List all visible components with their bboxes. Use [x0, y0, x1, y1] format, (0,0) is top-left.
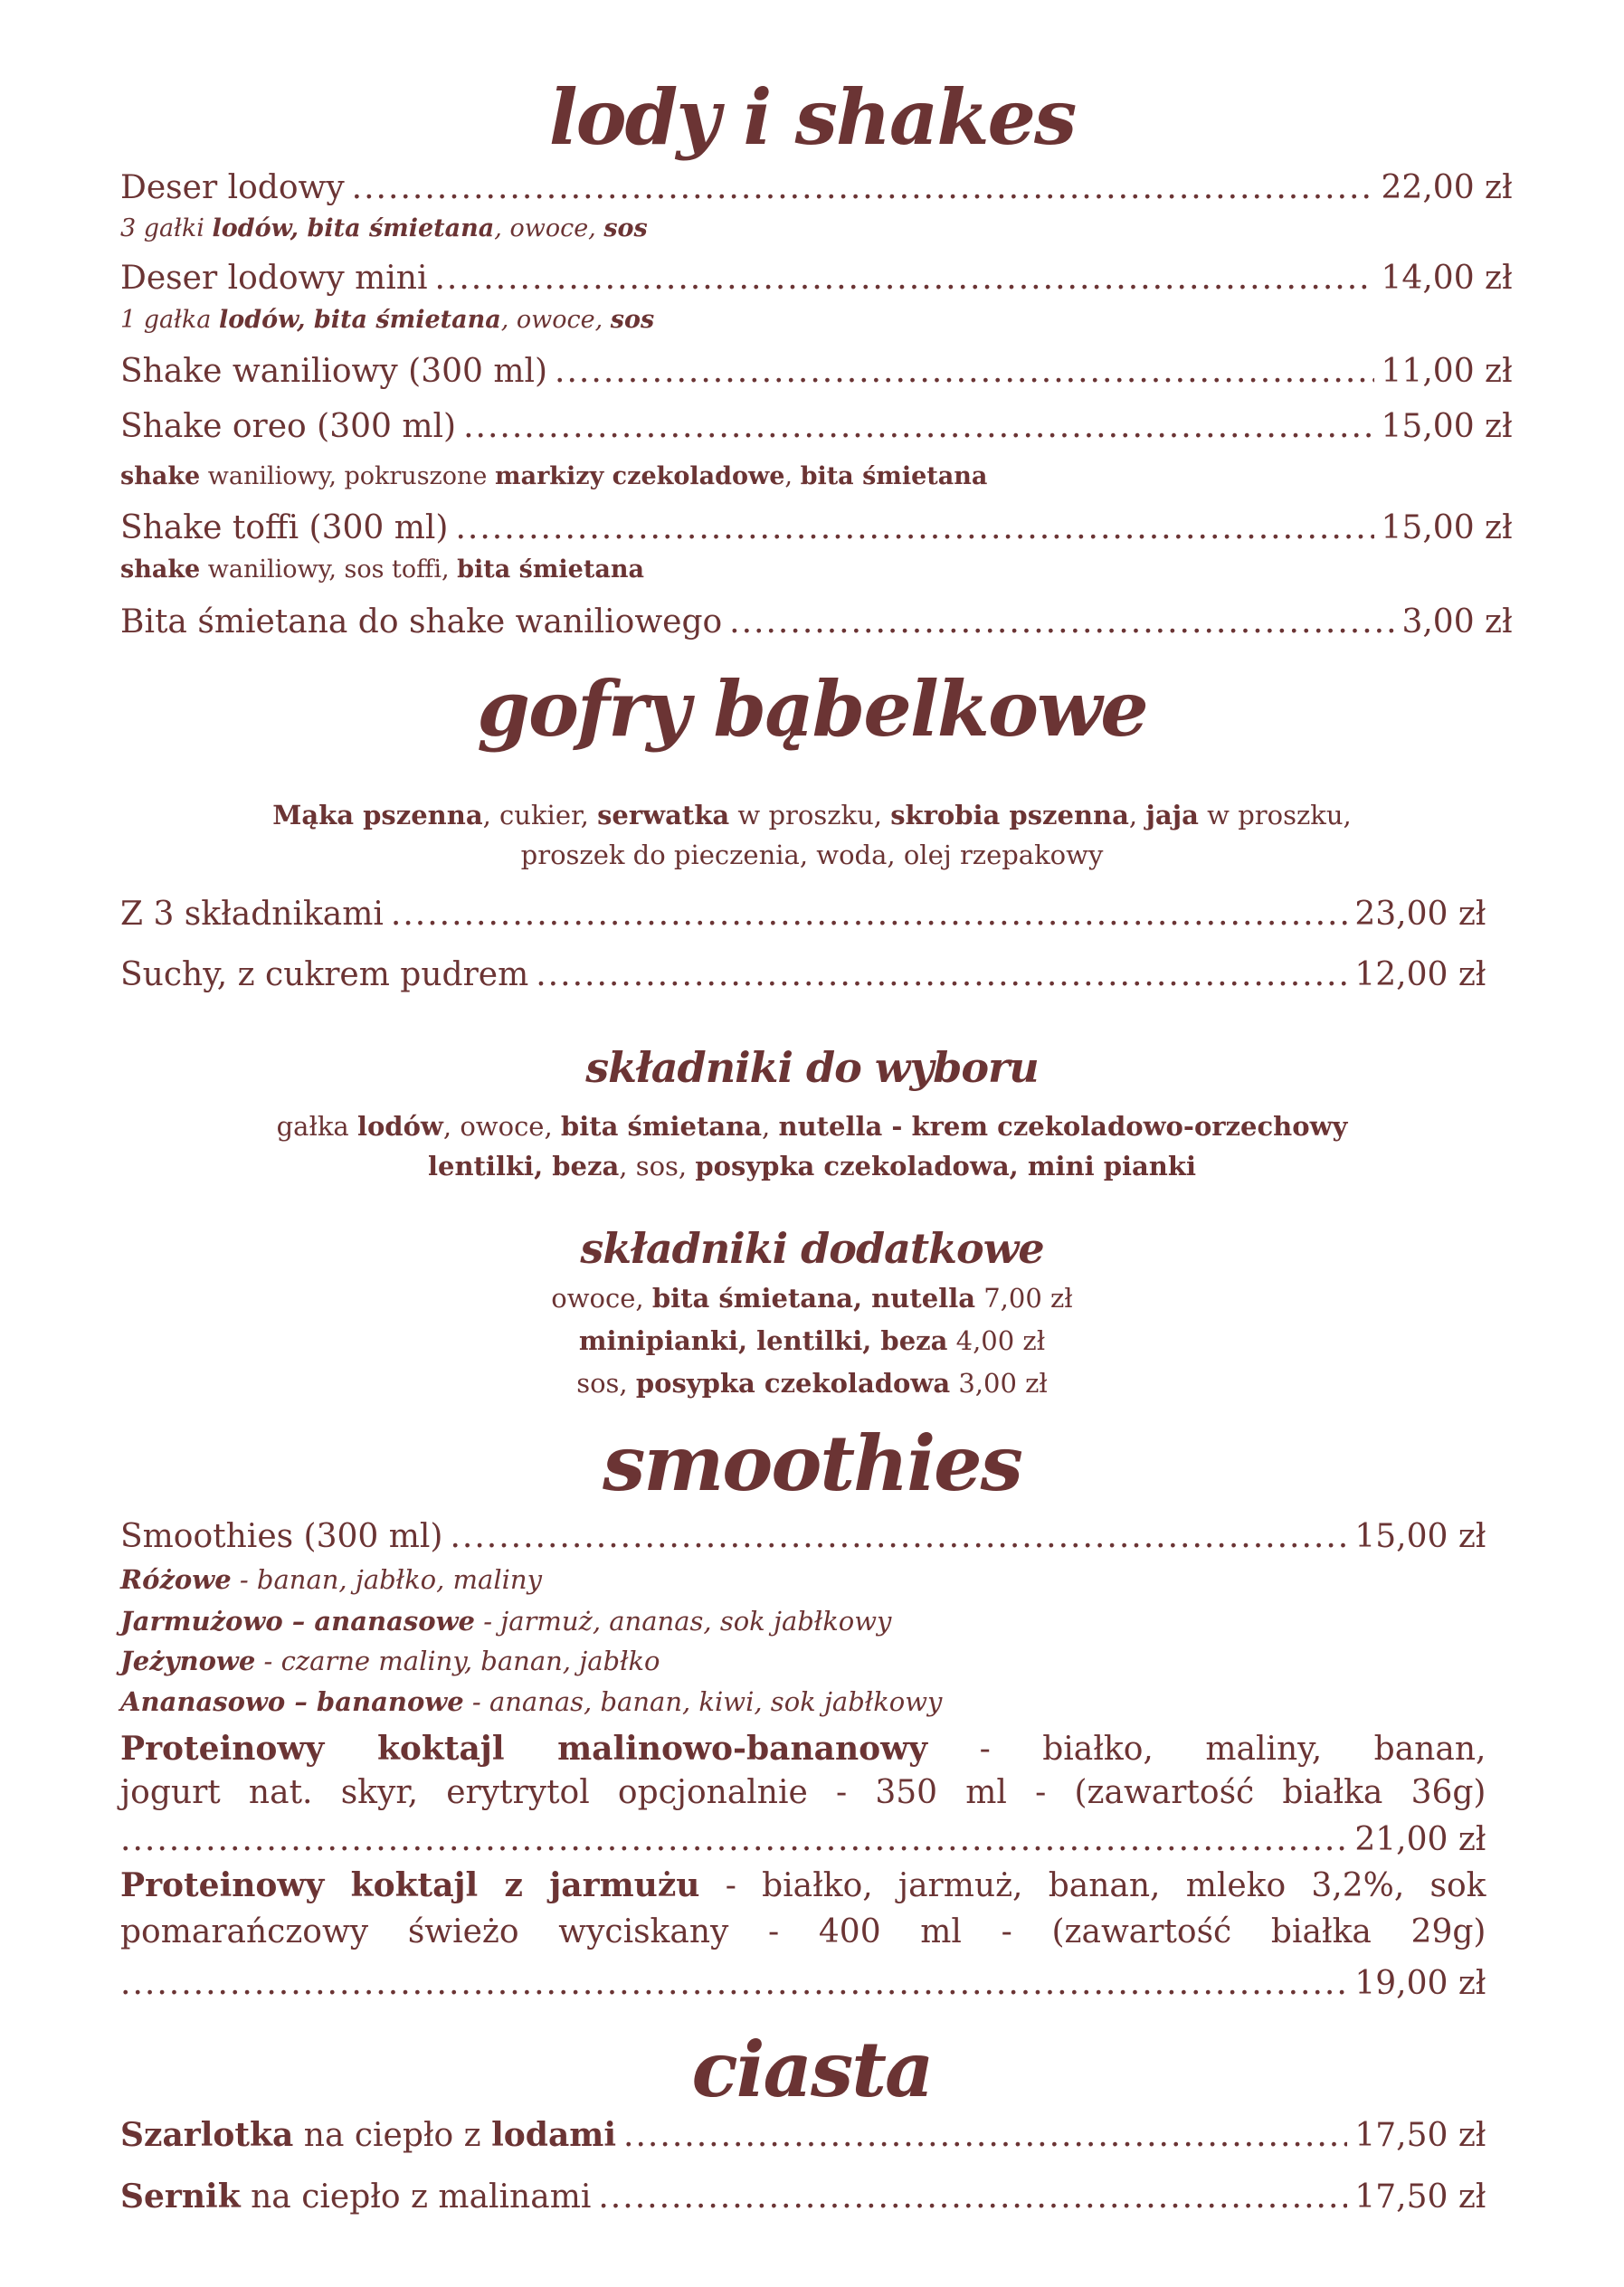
menu-description [120, 212, 648, 246]
bold-text: bita śmietana [457, 555, 644, 584]
text: , owoce, [494, 214, 604, 243]
menu-description [120, 1603, 891, 1639]
menu-description [0, 1365, 1624, 1401]
item-text [579, 1323, 1045, 1359]
bold-text: lodów, bita śmietana [212, 214, 495, 243]
text: , [1128, 799, 1146, 830]
text: proszek do pieczenia, woda, olej rzepakowy [520, 839, 1104, 870]
menu-description [120, 1643, 660, 1679]
bold-text: lodami [491, 2115, 617, 2154]
item-price: 23,00 zł [1354, 896, 1486, 934]
bold-text: Jarmużowo – ananasowe [120, 1605, 475, 1637]
menu-description [0, 1148, 1624, 1184]
bold-text: lodów [356, 1110, 443, 1142]
bold-text: Sernik [120, 2178, 241, 2216]
item-text [277, 1108, 1348, 1144]
text: gałka [276, 1110, 357, 1142]
bold-text: lodów, bita śmietana [218, 305, 501, 334]
text: Deser lodowy mini [120, 260, 428, 298]
dot-leader [352, 166, 1374, 211]
text: w proszku, [1198, 799, 1352, 830]
menu-item [120, 256, 1513, 301]
text: 3 gałki [120, 214, 213, 243]
menu-item [120, 506, 1513, 551]
text: Deser lodowy [120, 168, 345, 206]
item-price: 22,00 zł [1381, 168, 1513, 206]
text: waniliowy, sos toffi, [200, 555, 458, 584]
text: , [784, 462, 801, 491]
section-heading: smoothies [603, 1419, 1021, 1509]
text: 1 gałka [120, 305, 219, 334]
text: w proszku, [729, 799, 891, 830]
menu-item [120, 1514, 1486, 1560]
menu-description [0, 1108, 1624, 1144]
section-heading: składniki do wyboru [585, 1042, 1039, 1092]
item-price: 19,00 zł [1354, 1964, 1486, 2002]
item-price: 15,00 zł [1381, 408, 1513, 446]
item-text [120, 2112, 616, 2159]
menu-description [120, 1910, 1486, 1955]
text: - białko, maliny, banan, [927, 1730, 1486, 1768]
menu-item [120, 2174, 1486, 2219]
bold-text: shake [120, 555, 201, 584]
menu-item [120, 600, 1513, 645]
section-heading: gofry bąbelkowe [477, 663, 1147, 754]
item-text [120, 1774, 1486, 1811]
item-text [120, 460, 987, 494]
menu-description [120, 1770, 1486, 1816]
item-text [120, 953, 528, 998]
item-price: 11,00 zł [1381, 352, 1513, 390]
menu-description [120, 1726, 1486, 1771]
bold-text: Mąka pszenna [272, 799, 483, 830]
menu-description [120, 1684, 942, 1720]
section-heading: ciasta [691, 2025, 933, 2115]
text: , [762, 1110, 779, 1142]
item-text [120, 212, 648, 246]
item-price: 3,00 zł [1401, 603, 1513, 641]
menu-description [0, 1323, 1624, 1359]
bold-text: markizy czekoladowe [495, 462, 785, 491]
item-text [428, 1148, 1196, 1184]
text: , owoce, [442, 1110, 561, 1142]
dot-leader [623, 2113, 1347, 2159]
text: Bita śmietana do shake waniliowego [120, 603, 723, 641]
text: Z 3 składnikami [120, 896, 384, 934]
bold-text: Jeżynowe [120, 1645, 256, 1676]
text: Smoothies (300 ml) [120, 1518, 443, 1556]
menu-item [120, 2112, 1486, 2158]
item-text [576, 1365, 1048, 1401]
bold-text: Proteinowy koktajl z jarmużu [120, 1865, 700, 1904]
bold-text: lentilki, beza [427, 1150, 620, 1181]
text: - białko, jarmuż, banan, mleko 3,2%, sok [699, 1866, 1486, 1904]
text: , cukier, [482, 799, 598, 830]
dot-leader [450, 1514, 1347, 1560]
text: na ciepło z [293, 2116, 492, 2154]
bold-text: skrobia pszenna [890, 799, 1129, 830]
item-text [120, 303, 654, 337]
item-text [120, 256, 427, 301]
dot-leader [120, 1961, 1347, 2007]
item-price: 14,00 zł [1381, 260, 1513, 298]
bold-text: Różowe [120, 1564, 232, 1596]
dot-leader [598, 2175, 1347, 2220]
dot-leader [536, 953, 1347, 998]
menu-description [120, 1561, 542, 1598]
dot-leader [729, 600, 1394, 645]
text: Shake oreo (300 ml) [120, 408, 457, 446]
item-text [120, 1867, 1486, 1904]
item-price: 12,00 zł [1354, 955, 1486, 993]
item-price: 15,00 zł [1381, 509, 1513, 547]
bold-text: Szarlotka [120, 2115, 294, 2154]
menu-description [0, 837, 1624, 873]
item-price: 15,00 zł [1354, 1518, 1486, 1556]
bold-text: posypka czekoladowa [635, 1367, 951, 1399]
item-text [272, 797, 1351, 833]
text: Suchy, z cukrem pudrem [120, 955, 529, 993]
menu-item [120, 892, 1486, 937]
menu-description [120, 553, 644, 587]
bold-text: bita śmietana [560, 1110, 763, 1142]
item-text [521, 837, 1104, 873]
item-text [120, 600, 722, 645]
menu-description [120, 303, 654, 337]
text: pomarańczowy świeżo wyciskany - 400 ml - (zawartość białka 29g) [120, 1912, 1486, 1950]
item-text [120, 1561, 542, 1598]
item-text [120, 892, 384, 937]
menu-item [120, 1961, 1486, 2007]
menu-item [120, 1817, 1486, 1863]
bold-text: jaja [1145, 799, 1199, 830]
bold-text: posypka czekoladowa, mini pianki [695, 1150, 1196, 1181]
item-text [120, 2174, 591, 2220]
text: , owoce, [500, 305, 611, 334]
bold-text: Proteinowy koktajl malinowo-bananowy [120, 1729, 928, 1768]
bold-text: shake [120, 462, 201, 491]
item-text [120, 1731, 1486, 1768]
bold-text: sos [610, 305, 655, 334]
text: waniliowy, pokruszone [200, 462, 495, 491]
menu-description [0, 797, 1624, 833]
dot-leader [434, 256, 1373, 301]
bold-text: bita śmietana, nutella [651, 1282, 976, 1314]
text: 7,00 zł [975, 1282, 1073, 1314]
text: - banan, jabłko, maliny [231, 1564, 542, 1596]
item-text [120, 1603, 891, 1639]
dot-leader [391, 892, 1347, 937]
text: owoce, [551, 1282, 652, 1314]
text: sos, [576, 1367, 636, 1399]
bold-text: Ananasowo – bananowe [120, 1686, 464, 1718]
section-heading: składniki dodatkowe [580, 1223, 1044, 1273]
item-text [120, 404, 456, 450]
bold-text: serwatka [597, 799, 730, 830]
text: - czarne maliny, banan, jabłko [255, 1645, 660, 1676]
bold-text: nutella - krem czekoladowo-orzechowy [778, 1110, 1348, 1142]
text: jogurt nat. skyr, erytrytol opcjonalnie - 350 ml - (zawartość białka 36g) [120, 1773, 1486, 1811]
bold-text: bita śmietana [800, 462, 988, 491]
menu-description [120, 460, 987, 494]
item-text [120, 1684, 942, 1720]
menu-item [120, 953, 1486, 998]
dot-leader [463, 404, 1373, 450]
text: Shake waniliowy (300 ml) [120, 352, 548, 390]
bold-text: sos [603, 214, 648, 243]
item-text [120, 1514, 442, 1560]
item-text [120, 553, 644, 587]
text: , sos, [619, 1150, 696, 1181]
item-text [120, 1913, 1486, 1950]
menu-item [120, 404, 1513, 450]
item-price: 21,00 zł [1354, 1820, 1486, 1858]
dot-leader [555, 349, 1373, 394]
text: 4,00 zł [947, 1324, 1046, 1356]
menu-description [120, 1863, 1486, 1908]
item-text [120, 166, 345, 211]
menu-description [0, 1280, 1624, 1316]
item-text [120, 506, 448, 551]
item-text [551, 1280, 1072, 1316]
item-text [120, 1643, 660, 1679]
text: 3,00 zł [950, 1367, 1048, 1399]
text: Shake toffi (300 ml) [120, 509, 449, 547]
text: - ananas, banan, kiwi, sok jabłkowy [463, 1686, 943, 1718]
text: na ciepło z malinami [240, 2178, 592, 2216]
dot-leader [455, 506, 1373, 551]
menu-item [120, 349, 1513, 394]
menu-item [120, 166, 1513, 211]
item-price: 17,50 zł [1354, 2178, 1486, 2216]
dot-leader [120, 1817, 1347, 1863]
text: - jarmuż, ananas, sok jabłkowy [475, 1605, 892, 1637]
item-text [120, 349, 547, 394]
section-heading: lody i shakes [548, 71, 1076, 162]
item-price: 17,50 zł [1354, 2116, 1486, 2154]
bold-text: minipianki, lentilki, beza [578, 1324, 948, 1356]
